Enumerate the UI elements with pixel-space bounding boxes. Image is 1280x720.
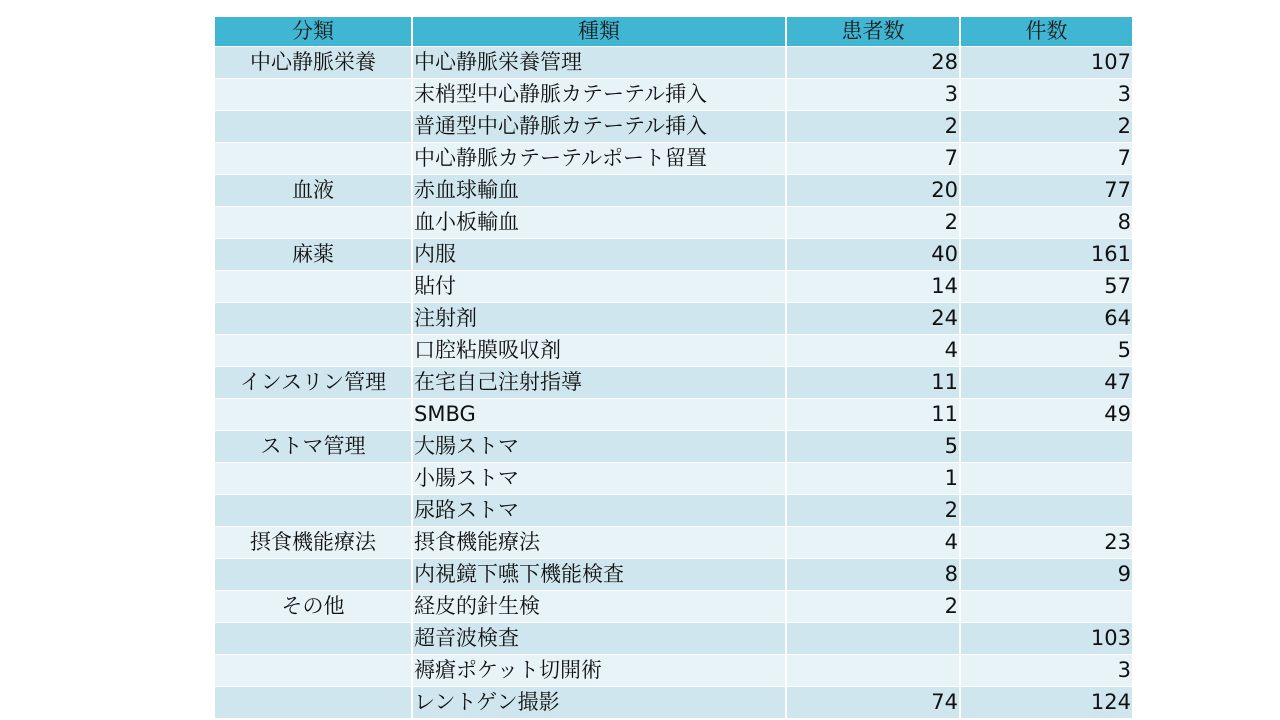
category-cell <box>215 335 412 367</box>
patients-cell: 4 <box>786 527 960 559</box>
table-row <box>215 463 1132 495</box>
count-cell: 5 <box>960 335 1132 367</box>
count-cell: 9 <box>960 559 1132 591</box>
category-cell: 麻薬 <box>215 239 412 271</box>
patients-cell <box>786 655 960 687</box>
type-cell: 注射剤 <box>412 303 786 335</box>
patients-cell: 3 <box>786 79 960 111</box>
type-cell: 尿路ストマ <box>412 495 786 527</box>
count-cell: 124 <box>960 687 1132 719</box>
category-cell <box>215 399 412 431</box>
patients-cell: 1 <box>786 463 960 495</box>
table-row <box>215 175 1132 207</box>
patients-cell: 14 <box>786 271 960 303</box>
table-body <box>215 47 1132 719</box>
category-cell <box>215 111 412 143</box>
table-row <box>215 143 1132 175</box>
count-cell <box>960 591 1132 623</box>
category-cell <box>215 463 412 495</box>
category-cell: 血液 <box>215 175 412 207</box>
table-row <box>215 239 1132 271</box>
table-row <box>215 495 1132 527</box>
count-cell: 77 <box>960 175 1132 207</box>
table-row <box>215 431 1132 463</box>
count-cell: 8 <box>960 207 1132 239</box>
category-cell: ストマ管理 <box>215 431 412 463</box>
patients-cell: 2 <box>786 591 960 623</box>
category-cell <box>215 303 412 335</box>
category-cell <box>215 655 412 687</box>
category-cell <box>215 623 412 655</box>
category-cell: その他 <box>215 591 412 623</box>
table-row <box>215 47 1132 79</box>
type-cell: 摂食機能療法 <box>412 527 786 559</box>
type-cell: 普通型中心静脈カテーテル挿入 <box>412 111 786 143</box>
type-cell: 超音波検査 <box>412 623 786 655</box>
table-row <box>215 559 1132 591</box>
category-cell: インスリン管理 <box>215 367 412 399</box>
count-cell <box>960 495 1132 527</box>
type-cell: 褥瘡ポケット切開術 <box>412 655 786 687</box>
type-cell: 中心静脈栄養管理 <box>412 47 786 79</box>
patients-cell: 2 <box>786 207 960 239</box>
type-cell: 内視鏡下嚥下機能検査 <box>412 559 786 591</box>
category-cell <box>215 207 412 239</box>
patients-cell: 2 <box>786 111 960 143</box>
type-cell: 血小板輸血 <box>412 207 786 239</box>
patients-cell: 74 <box>786 687 960 719</box>
patients-cell: 20 <box>786 175 960 207</box>
type-cell: 貼付 <box>412 271 786 303</box>
header-category: 分類 <box>215 17 412 47</box>
count-cell: 49 <box>960 399 1132 431</box>
patients-cell <box>786 623 960 655</box>
type-cell: 在宅自己注射指導 <box>412 367 786 399</box>
count-cell: 47 <box>960 367 1132 399</box>
patients-cell: 11 <box>786 399 960 431</box>
type-cell: 末梢型中心静脈カテーテル挿入 <box>412 79 786 111</box>
count-cell: 161 <box>960 239 1132 271</box>
count-cell <box>960 431 1132 463</box>
count-cell: 57 <box>960 271 1132 303</box>
count-cell: 7 <box>960 143 1132 175</box>
type-cell: 中心静脈カテーテルポート留置 <box>412 143 786 175</box>
category-cell <box>215 79 412 111</box>
header-type: 種類 <box>412 17 786 47</box>
table-row <box>215 303 1132 335</box>
category-cell <box>215 495 412 527</box>
table-row <box>215 335 1132 367</box>
table-row <box>215 591 1132 623</box>
count-cell: 103 <box>960 623 1132 655</box>
patients-cell: 4 <box>786 335 960 367</box>
patients-cell: 2 <box>786 495 960 527</box>
patients-cell: 28 <box>786 47 960 79</box>
header-patients: 患者数 <box>786 17 960 47</box>
count-cell: 2 <box>960 111 1132 143</box>
table-row <box>215 687 1132 719</box>
patients-cell: 5 <box>786 431 960 463</box>
patients-cell: 7 <box>786 143 960 175</box>
type-cell: 赤血球輸血 <box>412 175 786 207</box>
patients-cell: 8 <box>786 559 960 591</box>
count-cell: 64 <box>960 303 1132 335</box>
table-row <box>215 271 1132 303</box>
patients-cell: 24 <box>786 303 960 335</box>
category-cell <box>215 271 412 303</box>
count-cell: 3 <box>960 655 1132 687</box>
table-row <box>215 655 1132 687</box>
type-cell: レントゲン撮影 <box>412 687 786 719</box>
table-row <box>215 527 1132 559</box>
category-cell <box>215 687 412 719</box>
type-cell: 経皮的針生検 <box>412 591 786 623</box>
header-row <box>215 17 1132 47</box>
table-row <box>215 207 1132 239</box>
table-row <box>215 367 1132 399</box>
patients-cell: 40 <box>786 239 960 271</box>
table-row <box>215 111 1132 143</box>
category-cell <box>215 559 412 591</box>
patients-cell: 11 <box>786 367 960 399</box>
table-row <box>215 623 1132 655</box>
type-cell: 内服 <box>412 239 786 271</box>
category-cell: 中心静脈栄養 <box>215 47 412 79</box>
category-cell: 摂食機能療法 <box>215 527 412 559</box>
data-table <box>215 17 1132 719</box>
count-cell: 23 <box>960 527 1132 559</box>
type-cell: 大腸ストマ <box>412 431 786 463</box>
count-cell: 3 <box>960 79 1132 111</box>
count-cell: 107 <box>960 47 1132 79</box>
table-row <box>215 399 1132 431</box>
type-cell: 小腸ストマ <box>412 463 786 495</box>
type-cell: SMBG <box>412 399 786 431</box>
header-count: 件数 <box>960 17 1132 47</box>
type-cell: 口腔粘膜吸収剤 <box>412 335 786 367</box>
count-cell <box>960 463 1132 495</box>
category-cell <box>215 143 412 175</box>
table-row <box>215 79 1132 111</box>
